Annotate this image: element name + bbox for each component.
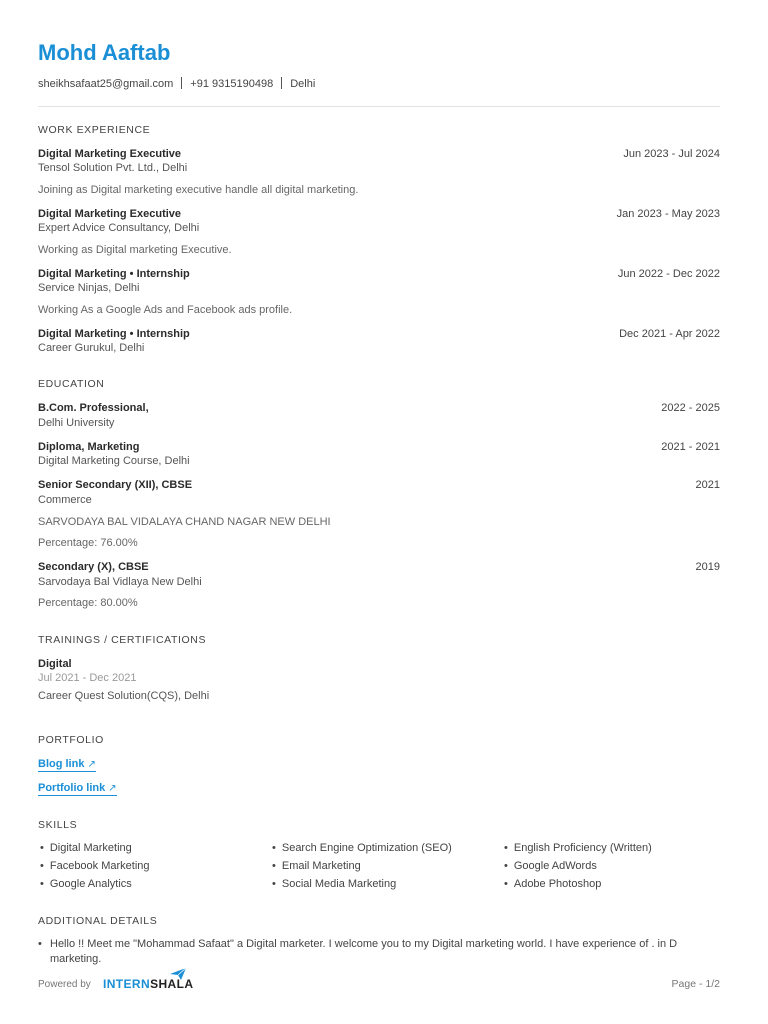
training-org: Career Quest Solution(CQS), Delhi — [38, 690, 210, 702]
skill-item: • Email Marketing — [272, 860, 361, 872]
page-number: Page - 1/2 — [671, 978, 720, 990]
portfolio-link-label: Portfolio link — [38, 782, 106, 794]
job-dates: Jun 2023 - Jul 2024 — [623, 148, 720, 160]
job-org: Service Ninjas, Delhi — [38, 282, 140, 294]
section-heading-trainings: TRAININGS / CERTIFICATIONS — [38, 634, 207, 646]
section-heading-education: EDUCATION — [38, 378, 105, 390]
degree: Secondary (X), CBSE — [38, 561, 149, 573]
skill-item: • Search Engine Optimization (SEO) — [272, 842, 452, 854]
job-dates: Dec 2021 - Apr 2022 — [619, 328, 720, 340]
additional-detail-item — [38, 937, 728, 967]
degree: Senior Secondary (XII), CBSE — [38, 479, 193, 491]
percentage: Percentage: 80.00% — [38, 597, 138, 609]
email: sheikhsafaat25@gmail.com — [38, 78, 174, 90]
job-description: Working as Digital marketing Executive. — [38, 244, 232, 256]
education-years: 2021 — [695, 479, 720, 491]
job-title: Digital Marketing Executive — [38, 208, 182, 220]
portfolio-link[interactable] — [38, 782, 117, 796]
skill-item: • English Proficiency (Written) — [504, 842, 652, 854]
school: Digital Marketing Course, Delhi — [38, 455, 190, 467]
contact-line — [38, 77, 315, 90]
section-heading-additional: ADDITIONAL DETAILS — [38, 915, 158, 927]
job-dates: Jun 2022 - Dec 2022 — [617, 268, 720, 280]
section-heading-skills: SKILLS — [38, 819, 78, 831]
percentage: Percentage: 76.00% — [38, 537, 138, 549]
degree: B.Com. Professional, — [38, 402, 149, 414]
education-years: 2021 - 2021 — [661, 441, 720, 453]
skill-item: • Adobe Photoshop — [504, 878, 601, 890]
degree: Diploma, Marketing — [38, 441, 140, 453]
skill-item: • Google AdWords — [504, 860, 597, 872]
job-description: Working As a Google Ads and Facebook ads profile. — [38, 304, 293, 316]
blog-link-label: Blog link — [38, 758, 85, 770]
divider — [181, 77, 182, 89]
education-years: 2022 - 2025 — [661, 402, 720, 414]
skill-item: • Digital Marketing — [40, 842, 132, 854]
bullet-dot: • — [38, 938, 42, 950]
header-divider — [38, 106, 720, 107]
candidate-name: Mohd Aaftab — [38, 40, 171, 65]
section-heading-work: WORK EXPERIENCE — [38, 124, 151, 136]
phone: +91 9315190498 — [190, 78, 274, 90]
job-dates: Jan 2023 - May 2023 — [616, 208, 720, 220]
blog-link[interactable] — [38, 758, 96, 772]
divider — [281, 77, 282, 89]
location: Delhi — [290, 78, 316, 90]
job-title: Digital Marketing Executive — [38, 148, 182, 160]
skill-item: • Facebook Marketing — [40, 860, 150, 872]
training-title: Digital — [38, 658, 72, 670]
school: Delhi University — [38, 417, 115, 429]
education-years: 2019 — [695, 561, 720, 573]
powered-by-label: Powered by — [38, 979, 91, 990]
school: Sarvodaya Bal Vidlaya New Delhi — [38, 576, 202, 588]
job-title: Digital Marketing • Internship — [38, 328, 190, 340]
brand-part-2: SHALA — [150, 977, 194, 991]
job-org: Expert Advice Consultancy, Delhi — [38, 222, 200, 234]
job-org: Career Gurukul, Delhi — [38, 342, 145, 354]
additional-detail-text: Hello !! Meet me "Mohammad Safaat" a Digital marketer. I welcome you to my Digital marketing world. I have experience of . in D marketing. — [50, 938, 678, 965]
external-link-icon: ↗ — [87, 759, 96, 770]
section-heading-portfolio: PORTFOLIO — [38, 734, 104, 746]
training-dates: Jul 2021 - Dec 2021 — [38, 672, 137, 684]
external-link-icon: ↗ — [108, 783, 117, 794]
skill-item: • Social Media Marketing — [272, 878, 396, 890]
brand-part-1: INTERN — [103, 977, 151, 991]
job-description: Joining as Digital marketing executive handle all digital marketing. — [38, 184, 359, 196]
paper-plane-icon — [170, 968, 186, 980]
job-title: Digital Marketing • Internship — [38, 268, 190, 280]
job-org: Tensol Solution Pvt. Ltd., Delhi — [38, 162, 188, 174]
skill-item: • Google Analytics — [40, 878, 132, 890]
school-note: SARVODAYA BAL VIDALAYA CHAND NAGAR NEW DELHI — [38, 516, 331, 528]
school: Commerce — [38, 494, 92, 506]
